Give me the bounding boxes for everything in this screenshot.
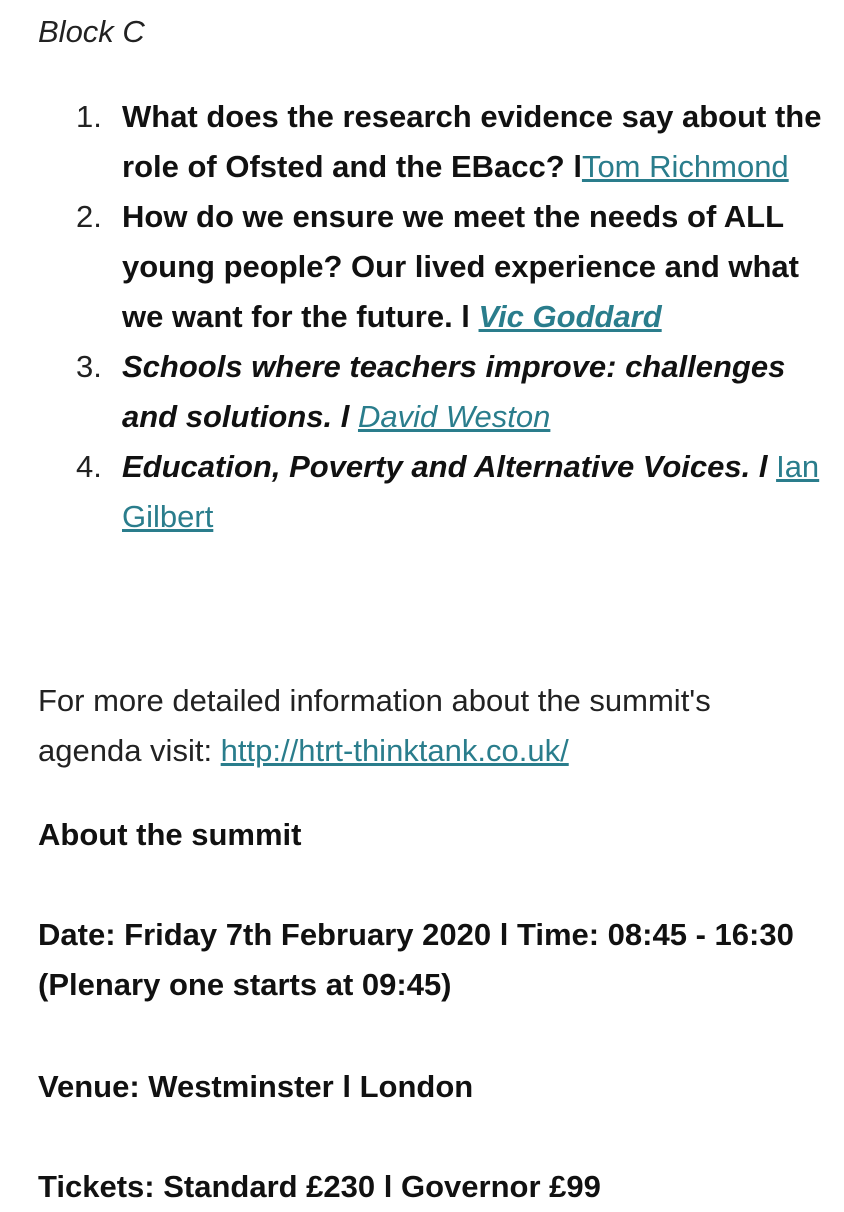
venue-line: Venue: Westminster l London [38, 1069, 474, 1104]
agenda-separator: l [564, 149, 582, 184]
agenda-title: What does the research evidence say about the role of Ofsted and the EBacc? [122, 99, 822, 184]
agenda-title: Schools where teachers improve: challenges and solutions. [122, 349, 786, 434]
agenda-list [0, 92, 844, 542]
agenda-item [0, 92, 844, 192]
agenda-item [0, 442, 844, 542]
website-link[interactable]: http://htrt-thinktank.co.uk/ [220, 733, 569, 768]
speaker-link-vic-goddard[interactable]: Vic Goddard [478, 299, 662, 334]
agenda-title: Education, Poverty and Alternative Voices. [122, 449, 751, 484]
agenda-separator: l [452, 299, 479, 334]
about-heading: About the summit [38, 817, 302, 852]
agenda-title: How do we ensure we meet the needs of ALL young people? Our lived experience and what we want for the future. [122, 199, 799, 334]
info-paragraph [38, 676, 818, 776]
agenda-separator: l [332, 399, 358, 434]
tickets-line: Tickets: Standard £230 l Governor £99 [38, 1169, 601, 1204]
speaker-link-david-weston[interactable]: David Weston [357, 399, 551, 434]
agenda-number: 2. [76, 199, 102, 234]
agenda-item [0, 342, 844, 442]
date-line: Date: Friday 7th February 2020 l Time: 08:45 - 16:30 (Plenary one starts at 09:45) [38, 917, 794, 1002]
block-title: Block C [38, 14, 145, 49]
agenda-number: 3. [76, 349, 102, 384]
speaker-link-tom-richmond[interactable]: Tom Richmond [581, 149, 789, 184]
agenda-separator: l [750, 449, 777, 484]
info-text: For more detailed information about the summit's agenda visit: [38, 683, 711, 768]
speaker-link-ian-gilbert[interactable]: Ian Gilbert [122, 449, 820, 534]
agenda-number: 1. [76, 99, 102, 134]
agenda-number: 4. [76, 449, 102, 484]
agenda-item [0, 192, 844, 342]
